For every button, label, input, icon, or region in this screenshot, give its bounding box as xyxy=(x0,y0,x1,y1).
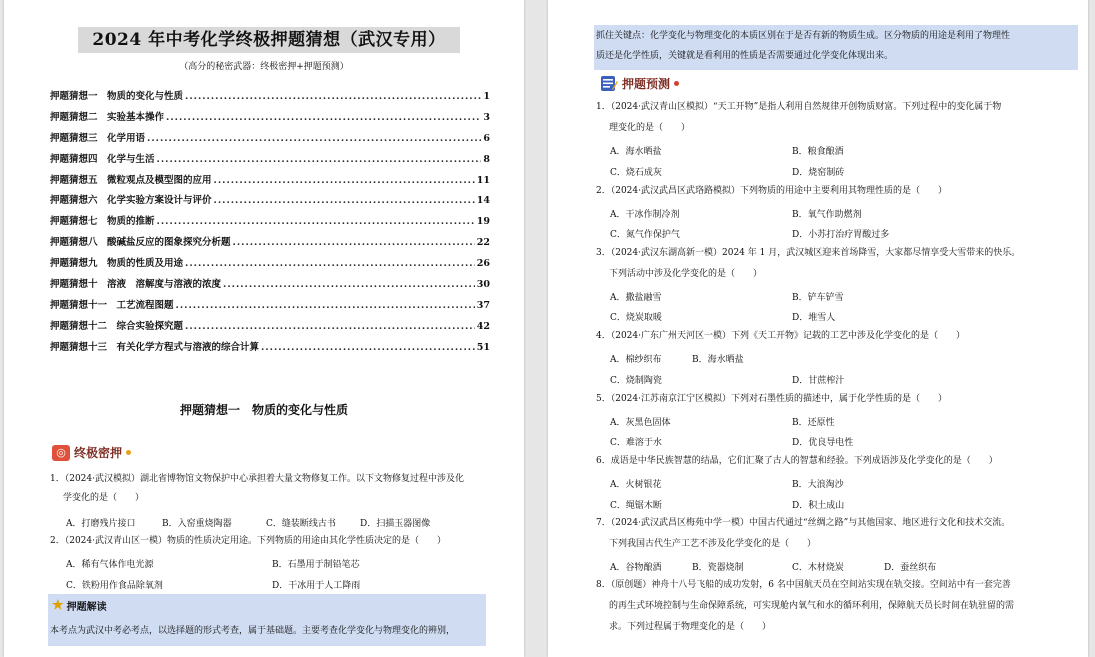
decorative-dot-icon xyxy=(674,81,679,86)
option: B．瓷器烧制 xyxy=(692,563,744,573)
question-item: 2．（2024·武汉武昌区武珞路模拟）下列物质的用途中主要利用其物理性质的是（ ） xyxy=(596,186,947,196)
document-page-right xyxy=(548,0,1088,657)
question-item: 5．（2024·江苏南京江宁区模拟）下列对石墨性质的描述中，属于化学性质的是（ ） xyxy=(596,394,947,404)
toc-entry[interactable]: 押题猜想一 物质的变化与性质 ..... 1 xyxy=(50,88,490,109)
option: A．稀有气体作电光源 xyxy=(66,560,154,570)
option: D．积土成山 xyxy=(792,501,845,511)
toc-entry[interactable]: 押题猜想三 化学用语 ..... 6 xyxy=(50,130,490,151)
option: C．烧石成灰 xyxy=(610,168,662,178)
question-item: 3．（2024·武汉东湖高新一模）2024 年 1 月，武汉城区迎来首场降雪，大家都尽情享受大雪带来的快乐。 下列活动中涉及化学变化的是（ ） xyxy=(596,248,1021,279)
toc-entry[interactable]: 押题猜想十二 综合实验探究题 ..... 42 xyxy=(50,318,490,339)
option: A．灰黑色固体 xyxy=(610,418,671,428)
option: C．烧炭取暖 xyxy=(610,313,662,323)
toc-entry[interactable]: 押题猜想六 化学实验方案设计与评价 ..... 14 xyxy=(50,192,490,213)
option: D．扫描玉器图像 xyxy=(360,519,431,529)
document-subtitle: （高分的秘密武器：终极密押+押题预测） xyxy=(179,62,349,72)
notepad-icon xyxy=(600,75,618,92)
option: A．干冰作制冷剂 xyxy=(610,210,680,220)
target-icon: ◎ xyxy=(52,445,70,461)
question-item: 6．成语是中华民族智慧的结晶，它们汇聚了古人的智慧和经验。下列成语涉及化学变化的是（ ） xyxy=(596,456,998,466)
option: C．木材烧炭 xyxy=(792,563,844,573)
option: D．优良导电性 xyxy=(792,438,854,448)
explanation-heading: ★ 押题解读 xyxy=(52,598,107,613)
toc-entry[interactable]: 押题猜想十一 工艺流程图题 ..... 37 xyxy=(50,297,490,318)
star-icon: ★ xyxy=(52,598,64,613)
option: B．粮食酿酒 xyxy=(792,147,844,157)
table-of-contents xyxy=(50,88,490,360)
toc-entry[interactable]: 押题猜想七 物质的推断 ..... 19 xyxy=(50,213,490,234)
option: D．小苏打治疗胃酸过多 xyxy=(792,230,890,240)
option: D．烧窑制砖 xyxy=(792,168,845,178)
question-item: 2．（2024·武汉青山区一模）物质的性质决定用途。下列物质的用途由其化学性质决定的是（ ） xyxy=(50,536,446,546)
option: B．还原性 xyxy=(792,418,835,428)
explanation-box xyxy=(48,594,486,646)
toc-entry[interactable]: 押题猜想十三 有关化学方程式与溶液的综合计算 ..... 51 xyxy=(50,339,490,360)
toc-entry[interactable]: 押题猜想十 溶液 溶解度与溶液的浓度 ..... 30 xyxy=(50,276,490,297)
question-item: 7．（2024·武汉武昌区梅苑中学一模）中国古代通过“丝绸之路”与其他国家、地区进行文化和技术交流。 下列我国古代生产工艺不涉及化学变化的是（ ） xyxy=(596,518,1011,549)
option: C．烧制陶瓷 xyxy=(610,376,662,386)
option: A．谷物酿酒 xyxy=(610,563,662,573)
option: C．氮气作保护气 xyxy=(610,230,680,240)
option: A．海水晒盐 xyxy=(610,147,662,157)
toc-entry[interactable]: 押题猜想四 化学与生活 ..... 8 xyxy=(50,151,490,172)
document-page-left xyxy=(4,0,524,657)
final-prediction-banner: ◎ 终极密押 xyxy=(52,444,131,461)
option: C．绳锯木断 xyxy=(610,501,662,511)
highlight-line: 抓住关键点：化学变化与物理变化的本质区别在于是否有新的物质生成。区分物质的用途是利用了物理性 xyxy=(596,31,1011,41)
option: C．难溶于水 xyxy=(610,438,662,448)
option: B．石墨用于制铅笔芯 xyxy=(272,560,360,570)
explanation-text: 本考点为武汉中考必考点，以选择题的形式考查，属于基础题。主要考查化学变化与物理变化的辨别， xyxy=(50,626,456,636)
option: B．大浪淘沙 xyxy=(792,480,844,490)
option: B．海水晒盐 xyxy=(692,355,744,365)
option: B．入窑重烧陶器 xyxy=(162,519,232,529)
section-heading: 押题猜想一 物质的变化与性质 xyxy=(179,403,348,417)
option: D．蚕丝织布 xyxy=(884,563,937,573)
toc-entry[interactable]: 押题猜想八 酸碱盐反应的图象探究分析题 ..... 22 xyxy=(50,234,490,255)
prediction-banner: 押题预测 xyxy=(600,75,679,92)
option: A．撒盐融雪 xyxy=(610,293,662,303)
option: D．堆雪人 xyxy=(792,313,836,323)
option: B．铲车铲雪 xyxy=(792,293,844,303)
option: A．打磨残片接口 xyxy=(66,519,136,529)
decorative-dot-icon xyxy=(126,450,131,455)
option: C．铁粉用作食品除氧剂 xyxy=(66,581,163,591)
question-item: 1．（2024·武汉模拟）湖北省博物馆文物保护中心承担着大量文物修复工作。以下文物修复过程中涉及化 学变化的是（ ） xyxy=(50,474,464,503)
toc-entry[interactable]: 押题猜想五 微粒观点及模型图的应用 ..... 11 xyxy=(50,172,490,193)
option: C．缝装断线古书 xyxy=(266,519,336,529)
option: A．棉纱织布 xyxy=(610,355,662,365)
question-item: 8．（原创题）神舟十八号飞船的成功发射，6 名中国航天员在空间站实现在轨交接。空间站中有一套完善 的再生式环境控制与生命保障系统，可实现舱内氧气和水的循环利用，保障航天员长时间在轨驻留的需 求。下列过程属于物理变化的是（ ） xyxy=(596,580,1015,632)
question-item: 4．（2024·广东广州天河区一模）下列《天工开物》记载的工艺中涉及化学变化的是（ ） xyxy=(596,331,965,341)
toc-entry[interactable]: 押题猜想二 实验基本操作 ..... 3 xyxy=(50,109,490,130)
option: D．干冰用于人工降雨 xyxy=(272,581,361,591)
option: B．氧气作助燃剂 xyxy=(792,210,862,220)
question-item: 1．（2024·武汉青山区模拟）“天工开物”是指人利用自然规律开创物质财富。下列过程中的变化属于物 理变化的是（ ） xyxy=(596,102,1002,133)
option: A．火树银花 xyxy=(610,480,662,490)
highlight-line: 质还是化学性质，关键就是看利用的性质是否需要通过化学变化体现出来。 xyxy=(596,51,894,61)
option: D．甘蔗榨汁 xyxy=(792,376,845,386)
document-title: 2024 年中考化学终极押题猜想（武汉专用） xyxy=(78,27,460,53)
toc-entry[interactable]: 押题猜想九 物质的性质及用途 ..... 26 xyxy=(50,255,490,276)
